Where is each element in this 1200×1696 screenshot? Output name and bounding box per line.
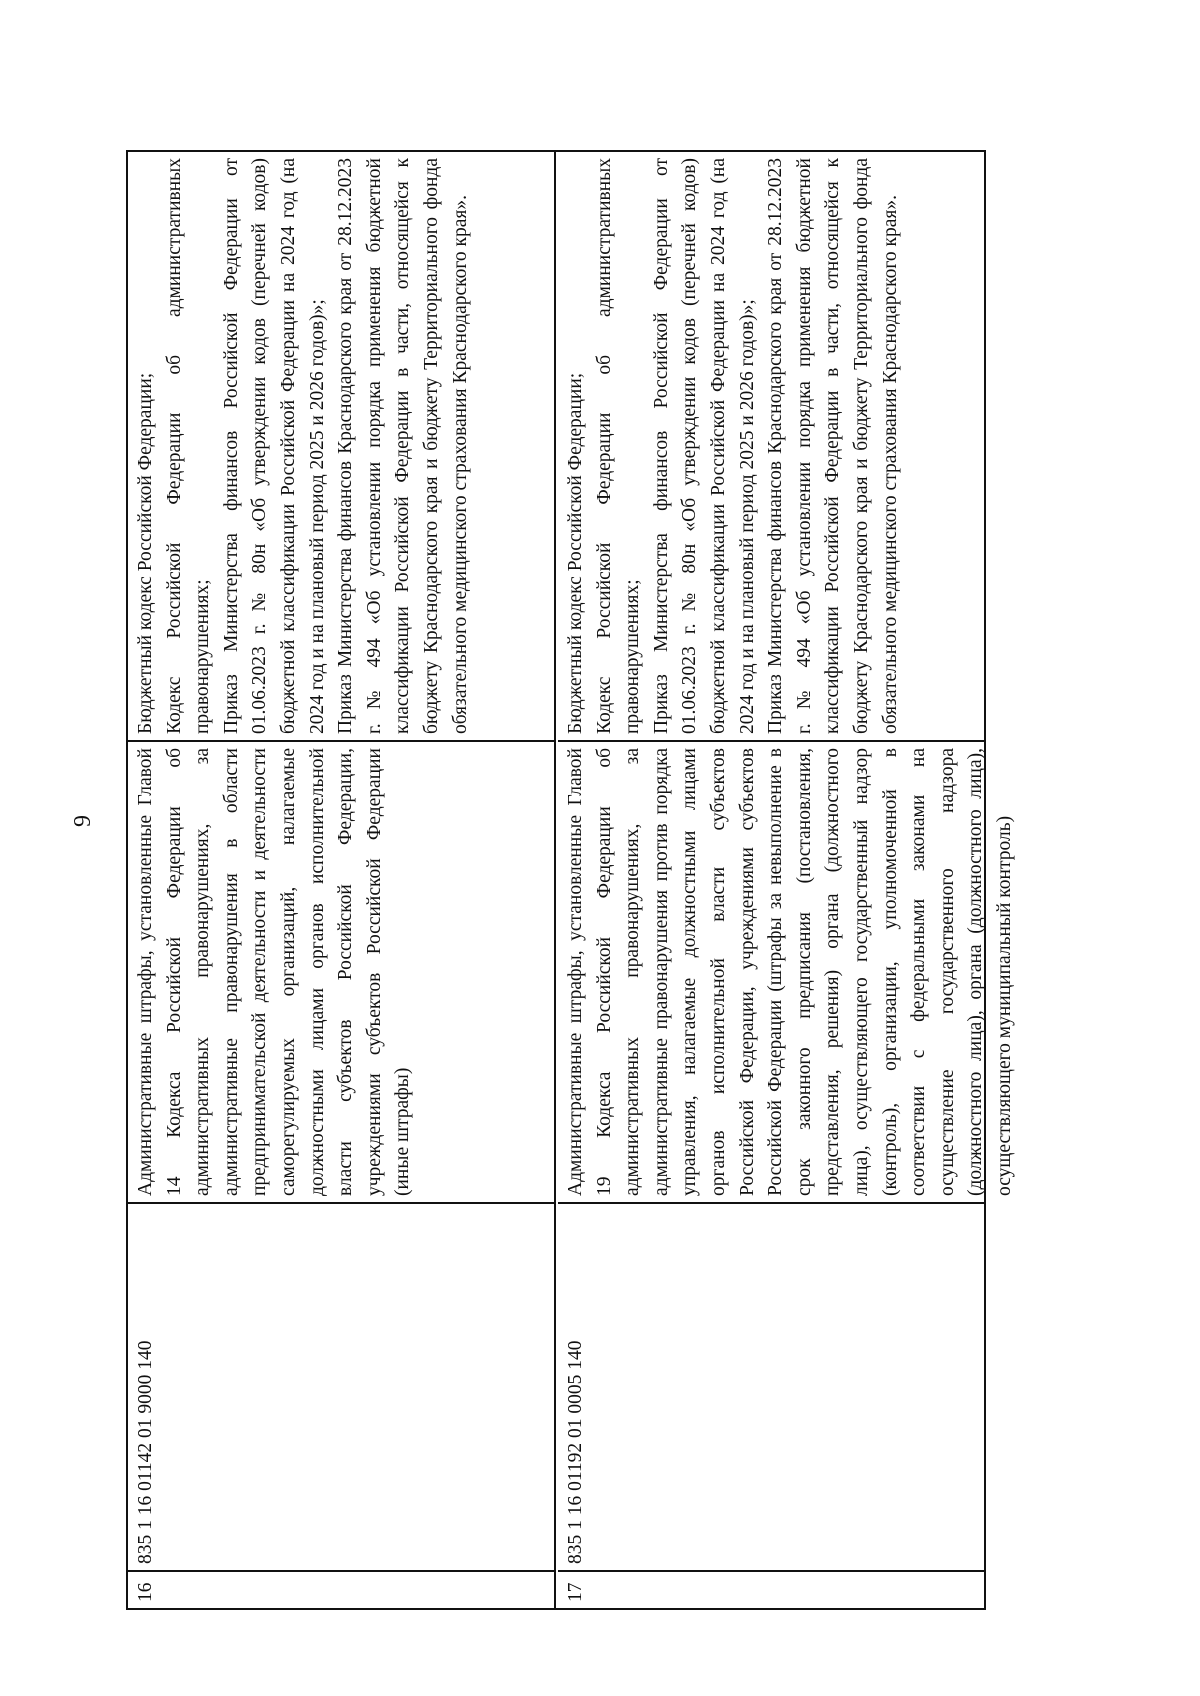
legal-acts-cell [558, 152, 984, 740]
legal-act: Бюджетный кодекс Российской Федерации; [565, 372, 586, 734]
table-row [128, 152, 556, 1608]
row-number: 16 [128, 1570, 554, 1608]
legal-act: Кодекс Российской Федерации об административных правонарушениях; [163, 158, 214, 734]
legal-act: Кодекс Российской Федерации об административных правонарушениях; [593, 158, 644, 734]
page-number: 9 [70, 815, 96, 827]
revenue-description: Административные штрафы, установленные Главой 19 Кодекса Российской Федерации об административных правонарушениях, за административные правонарушения против порядка управления, налагаемые должностными лицами органов исполнительной власти субъектов Российской Федерации, учреждениями субъектов Российской Федерации (штрафы за невыполнение в срок законного предписания (постановления, представления, решения) органа (должностного лица), осуществляющего государственный надзор (контроль), организации, уполномоченной в соответствии с федеральными законами на осуществление государственного надзора (должностного лица), органа (должностного лица), осуществляющего муниципальный контроль) [558, 740, 984, 1202]
revenue-codes-table [126, 150, 1015, 1610]
budget-classification-code: 835 1 16 01142 01 9000 140 [128, 1202, 554, 1570]
revenue-description: Административные штрафы, установленные Главой 14 Кодекса Российской Федерации об административных правонарушениях, за административные правонарушения в области предпринимательской деятельности и деятельности саморегулируемых организаций, налагаемые должностными лицами органов исполнительной власти субъектов Российской Федерации, учреждениями субъектов Российской Федерации (иные штрафы) [128, 740, 554, 1202]
table-row [558, 152, 1015, 1608]
legal-act: Приказ Министерства финансов Краснодарского края от 28.12.2023 г. № 494 «Об установлении порядка применения бюджетной классификации Российской Федерации в части, относящейся к бюджету Краснодарского края и бюджету Территориального фонда обязательного медицинского страхования Краснодарского края». [335, 158, 471, 734]
legal-act: Приказ Министерства финансов Российской Федерации от 01.06.2023 г. № 80н «Об утверждении кодов (перечней кодов) бюджетной классификации Российской Федерации на 2024 год (на 2024 год и на плановый период 2025 и 2026 годов)»; [650, 158, 758, 734]
legal-act: Бюджетный кодекс Российской Федерации; [135, 372, 156, 734]
legal-act: Приказ Министерства финансов Краснодарского края от 28.12.2023 г. № 494 «Об установлении порядка применения бюджетной классификации Российской Федерации в части, относящейся к бюджету Краснодарского края и бюджету Территориального фонда обязательного медицинского страхования Краснодарского края». [765, 158, 901, 734]
row-number: 17 [558, 1570, 984, 1608]
rotated-table-page [126, 150, 1015, 1610]
legal-act: Приказ Министерства финансов Российской Федерации от 01.06.2023 г. № 80н «Об утверждении кодов (перечней кодов) бюджетной классификации Российской Федерации на 2024 год (на 2024 год и на плановый период 2025 и 2026 годов)»; [220, 158, 328, 734]
legal-acts-cell [128, 152, 554, 740]
budget-classification-code: 835 1 16 01192 01 0005 140 [558, 1202, 984, 1570]
